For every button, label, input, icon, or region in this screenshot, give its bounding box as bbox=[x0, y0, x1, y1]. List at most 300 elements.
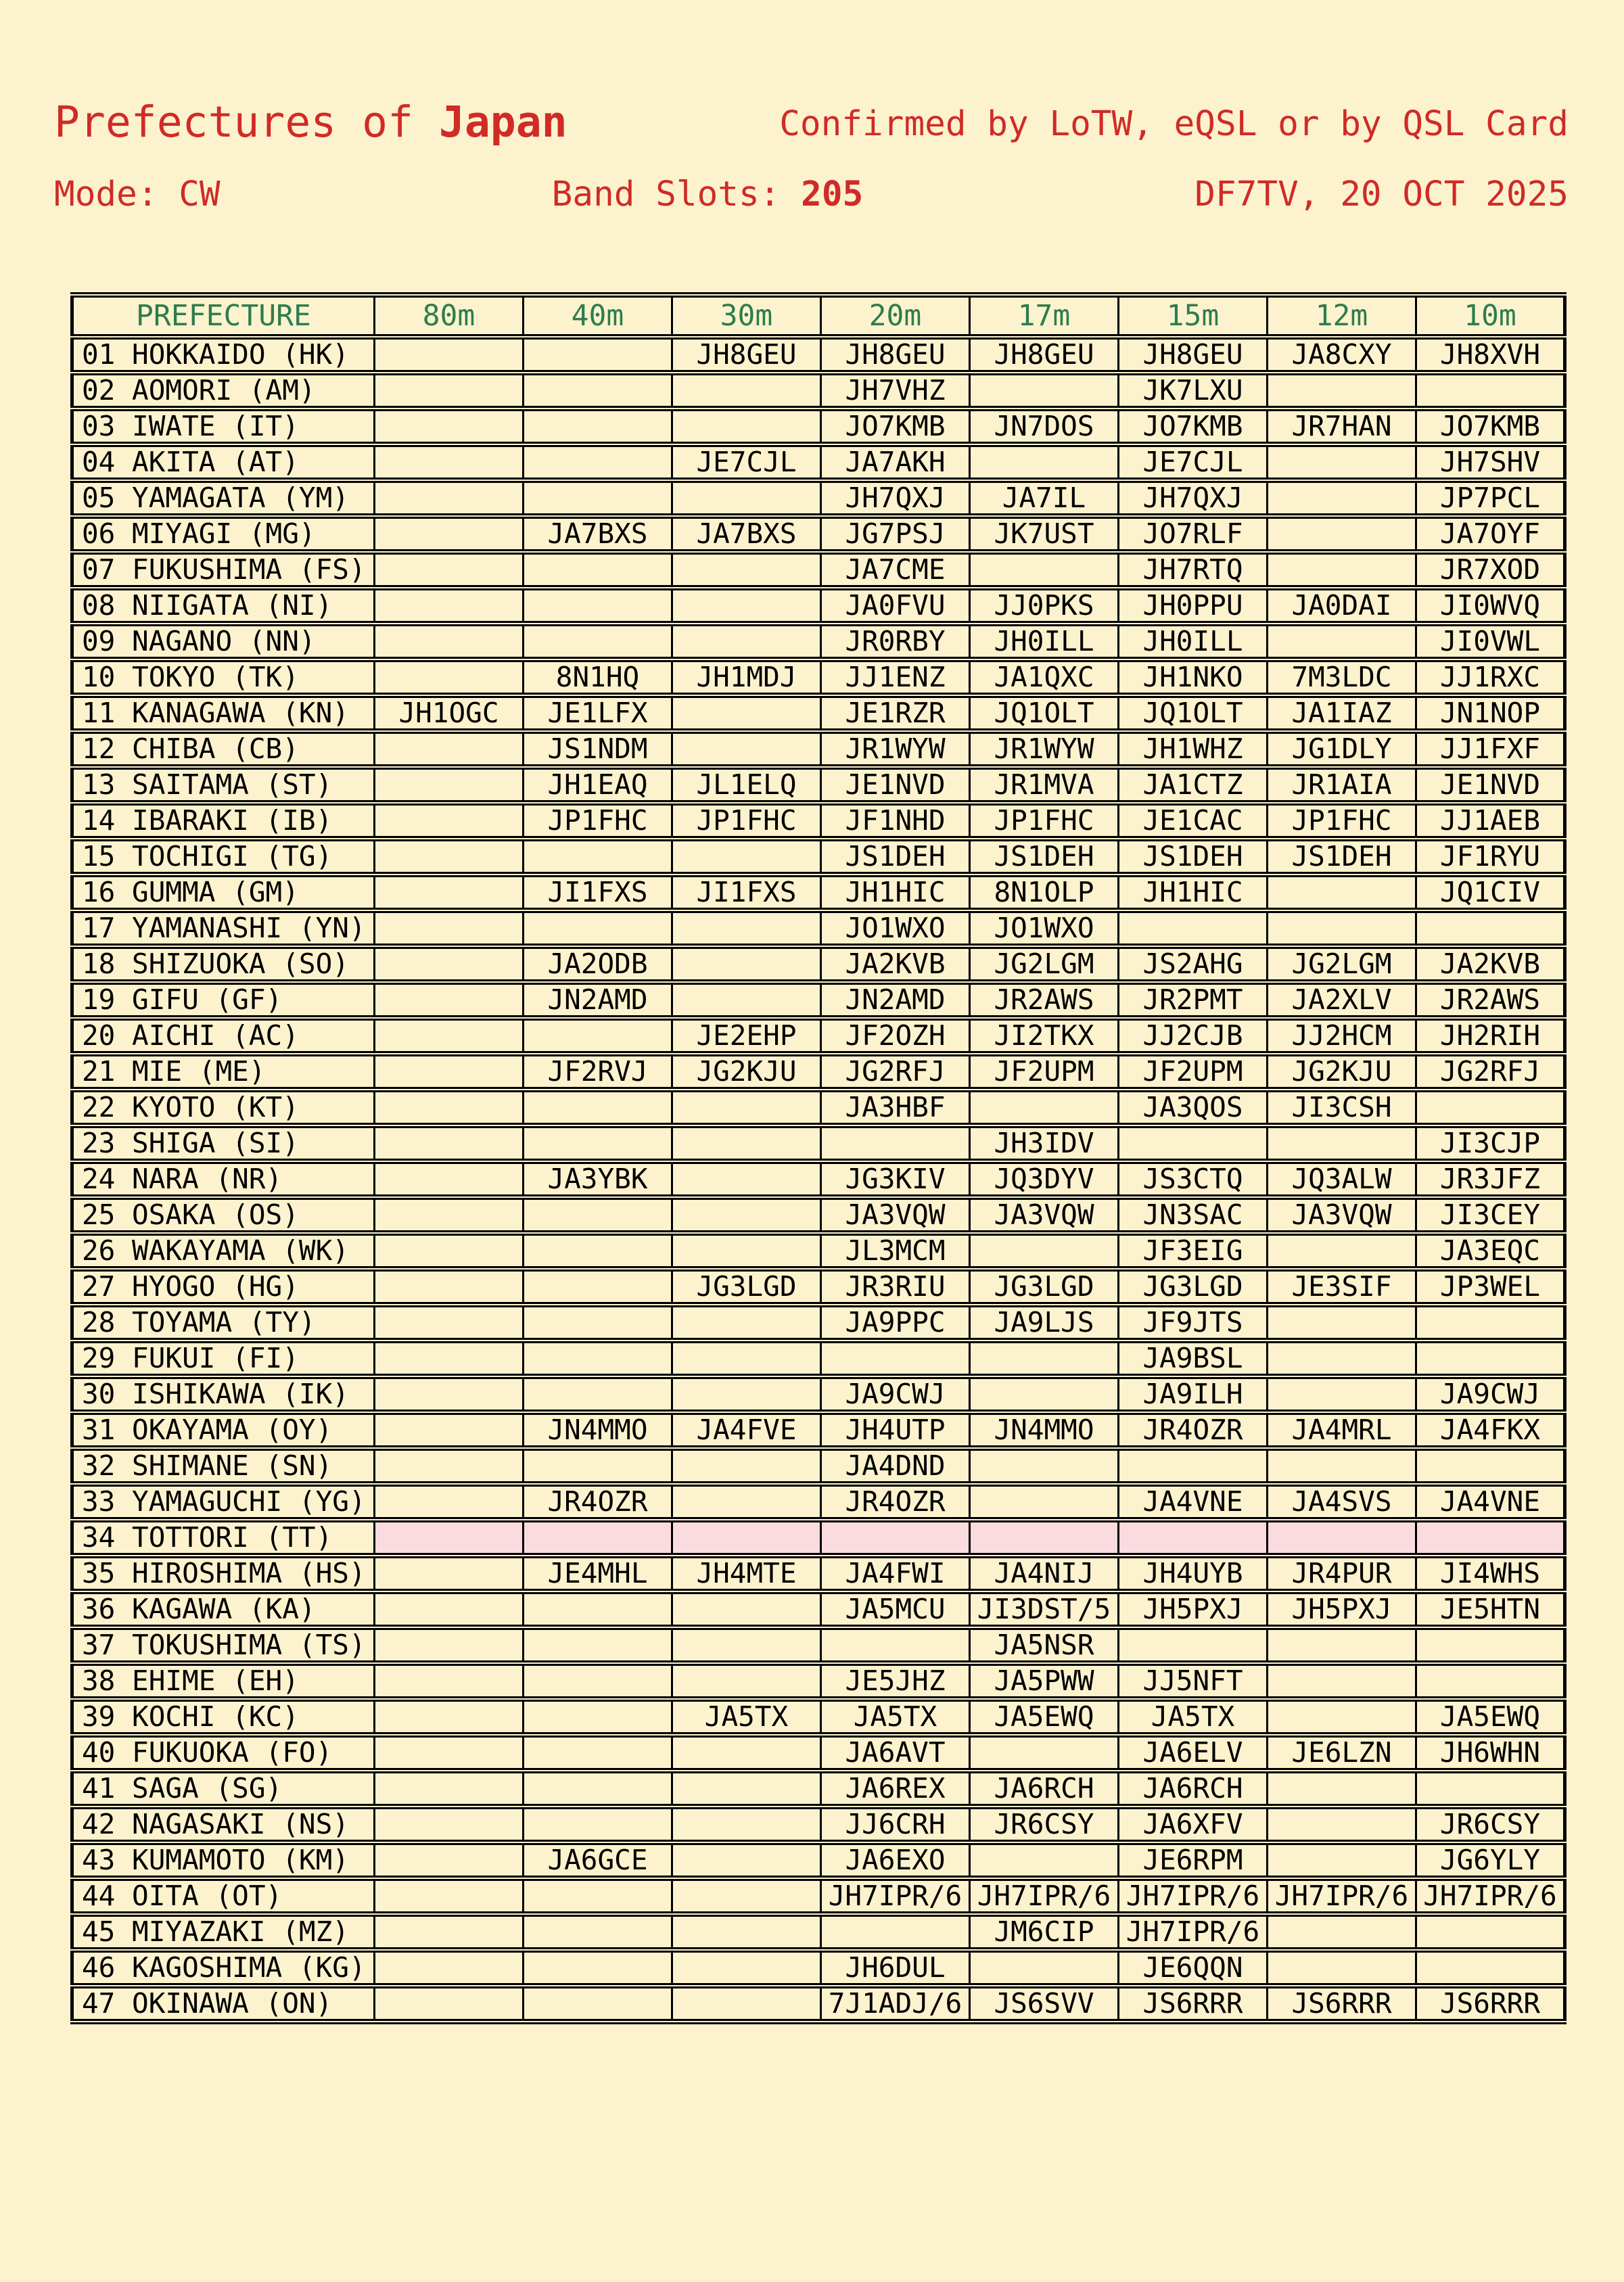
band-cell: JG3KIV bbox=[821, 1161, 970, 1197]
band-cell: JA2ODB bbox=[524, 946, 672, 982]
band-cell bbox=[1119, 1520, 1268, 1556]
prefecture-cell: 08 NIIGATA (NI) bbox=[72, 588, 375, 624]
column-header-band: 15m bbox=[1119, 295, 1268, 337]
band-cell bbox=[375, 1269, 524, 1305]
band-cell bbox=[375, 1484, 524, 1520]
band-cell bbox=[524, 1125, 672, 1161]
band-cell bbox=[375, 1699, 524, 1735]
band-cell bbox=[375, 1627, 524, 1663]
table-row bbox=[72, 1807, 1565, 1842]
band-cell bbox=[672, 480, 821, 516]
band-cell: JR4OZR bbox=[1119, 1412, 1268, 1448]
band-cell bbox=[524, 1018, 672, 1054]
prefecture-cell: 22 KYOTO (KT) bbox=[72, 1090, 375, 1125]
band-cell: JA2XLV bbox=[1268, 982, 1416, 1018]
band-cell bbox=[1268, 1305, 1416, 1341]
band-cell: JE5JHZ bbox=[821, 1663, 970, 1699]
band-cell: JO7KMB bbox=[821, 409, 970, 444]
table-row bbox=[72, 1448, 1565, 1484]
band-cell bbox=[672, 409, 821, 444]
prefecture-cell: 46 KAGOSHIMA (KG) bbox=[72, 1950, 375, 1986]
band-cell bbox=[1416, 1305, 1565, 1341]
band-cell bbox=[524, 1233, 672, 1269]
page-title-bold: Japan bbox=[438, 97, 567, 147]
band-cell: JR3JFZ bbox=[1416, 1161, 1565, 1197]
band-cell: JA5TX bbox=[672, 1699, 821, 1735]
band-cell: JM6CIP bbox=[970, 1914, 1119, 1950]
table-row bbox=[72, 624, 1565, 659]
band-cell: JP1FHC bbox=[970, 803, 1119, 839]
band-cell bbox=[375, 444, 524, 480]
band-slots-text bbox=[552, 174, 864, 214]
band-cell: JJ0PKS bbox=[970, 588, 1119, 624]
table-row bbox=[72, 1161, 1565, 1197]
band-cell bbox=[524, 624, 672, 659]
band-cell: JA3EQC bbox=[1416, 1233, 1565, 1269]
prefecture-cell: 18 SHIZUOKA (SO) bbox=[72, 946, 375, 982]
band-cell: JE1LFX bbox=[524, 695, 672, 731]
table-row bbox=[72, 1125, 1565, 1161]
table-header bbox=[72, 295, 1565, 337]
table-row bbox=[72, 1591, 1565, 1627]
band-cell: JH6DUL bbox=[821, 1950, 970, 1986]
band-cell: JI1FXS bbox=[672, 875, 821, 910]
band-cell: JN4MMO bbox=[970, 1412, 1119, 1448]
band-cell: JG3LGD bbox=[1119, 1269, 1268, 1305]
band-cell: JP1FHC bbox=[524, 803, 672, 839]
band-cell bbox=[970, 373, 1119, 409]
band-cell: JI3CSH bbox=[1268, 1090, 1416, 1125]
prefecture-cell: 13 SAITAMA (ST) bbox=[72, 767, 375, 803]
band-cell bbox=[672, 695, 821, 731]
column-header-band: 80m bbox=[375, 295, 524, 337]
band-cell: JI3DST/5 bbox=[970, 1591, 1119, 1627]
band-cell: JA5EWQ bbox=[1416, 1699, 1565, 1735]
band-cell bbox=[1416, 1914, 1565, 1950]
prefecture-cell: 39 KOCHI (KC) bbox=[72, 1699, 375, 1735]
band-cell: JR6CSY bbox=[1416, 1807, 1565, 1842]
band-cell bbox=[375, 1376, 524, 1412]
band-cell bbox=[524, 1090, 672, 1125]
band-cell bbox=[1416, 1090, 1565, 1125]
band-cell: JR1WYW bbox=[970, 731, 1119, 767]
band-cell bbox=[1268, 516, 1416, 552]
band-cell: JA7AKH bbox=[821, 444, 970, 480]
band-cell: JA6EXO bbox=[821, 1842, 970, 1878]
band-cell bbox=[524, 1591, 672, 1627]
band-cell bbox=[375, 1878, 524, 1914]
band-cell: JJ1ENZ bbox=[821, 659, 970, 695]
band-cell: JJ2HCM bbox=[1268, 1018, 1416, 1054]
column-header-band: 40m bbox=[524, 295, 672, 337]
band-cell: JO1WXO bbox=[821, 910, 970, 946]
table-row bbox=[72, 731, 1565, 767]
band-cell bbox=[1268, 1771, 1416, 1807]
band-cell bbox=[672, 1663, 821, 1699]
band-cell: JQ3ALW bbox=[1268, 1161, 1416, 1197]
band-cell: JP7PCL bbox=[1416, 480, 1565, 516]
band-cell: JP1FHC bbox=[1268, 803, 1416, 839]
band-cell: JS1DEH bbox=[970, 839, 1119, 875]
prefecture-cell: 36 KAGAWA (KA) bbox=[72, 1591, 375, 1627]
band-cell: JA4DND bbox=[821, 1448, 970, 1484]
band-cell: JH2RIH bbox=[1416, 1018, 1565, 1054]
band-cell bbox=[1268, 875, 1416, 910]
table-row bbox=[72, 1627, 1565, 1663]
band-cell: JH4UTP bbox=[821, 1412, 970, 1448]
band-cell bbox=[672, 1771, 821, 1807]
band-cell: JG3LGD bbox=[672, 1269, 821, 1305]
band-cell bbox=[672, 1341, 821, 1376]
band-cell: JG1DLY bbox=[1268, 731, 1416, 767]
band-cell bbox=[1119, 1448, 1268, 1484]
band-cell bbox=[375, 1161, 524, 1197]
band-cell: JQ1OLT bbox=[1119, 695, 1268, 731]
band-cell bbox=[375, 624, 524, 659]
band-cell bbox=[524, 1627, 672, 1663]
band-cell bbox=[375, 373, 524, 409]
band-cell bbox=[970, 1341, 1119, 1376]
prefecture-cell: 11 KANAGAWA (KN) bbox=[72, 695, 375, 731]
band-cell bbox=[1416, 1341, 1565, 1376]
band-cell bbox=[672, 1376, 821, 1412]
band-cell: JA3VQW bbox=[970, 1197, 1119, 1233]
band-cell: JA7IL bbox=[970, 480, 1119, 516]
table-row bbox=[72, 1878, 1565, 1914]
prefecture-cell: 07 FUKUSHIMA (FS) bbox=[72, 552, 375, 588]
prefecture-cell: 06 MIYAGI (MG) bbox=[72, 516, 375, 552]
table-body bbox=[72, 337, 1565, 2022]
band-cell: JG2RFJ bbox=[1416, 1054, 1565, 1090]
band-cell bbox=[524, 409, 672, 444]
band-cell bbox=[375, 1591, 524, 1627]
band-cell bbox=[375, 1986, 524, 2022]
band-cell bbox=[375, 1305, 524, 1341]
table-row bbox=[72, 337, 1565, 373]
table-row bbox=[72, 1305, 1565, 1341]
prefecture-cell: 03 IWATE (IT) bbox=[72, 409, 375, 444]
band-cell: JH7IPR/6 bbox=[821, 1878, 970, 1914]
prefecture-cell: 05 YAMAGATA (YM) bbox=[72, 480, 375, 516]
prefecture-cell: 02 AOMORI (AM) bbox=[72, 373, 375, 409]
prefecture-cell: 45 MIYAZAKI (MZ) bbox=[72, 1914, 375, 1950]
band-cell: JH7VHZ bbox=[821, 373, 970, 409]
band-cell bbox=[375, 1054, 524, 1090]
band-cell: JA4MRL bbox=[1268, 1412, 1416, 1448]
band-cell bbox=[375, 516, 524, 552]
band-cell bbox=[672, 910, 821, 946]
confirmation-note: Confirmed by LoTW, eQSL or by QSL Card bbox=[779, 103, 1569, 144]
band-cell: JA9CWJ bbox=[1416, 1376, 1565, 1412]
band-cell bbox=[1268, 1376, 1416, 1412]
band-cell bbox=[970, 1950, 1119, 1986]
band-cell bbox=[375, 803, 524, 839]
band-cell: JJ1FXF bbox=[1416, 731, 1565, 767]
band-cell bbox=[375, 1448, 524, 1484]
band-cell bbox=[672, 552, 821, 588]
band-cell: JH7IPR/6 bbox=[1416, 1878, 1565, 1914]
band-cell: JO1WXO bbox=[970, 910, 1119, 946]
band-cell bbox=[672, 1627, 821, 1663]
prefecture-cell: 38 EHIME (EH) bbox=[72, 1663, 375, 1699]
band-cell: JA6GCE bbox=[524, 1842, 672, 1878]
band-cell: JG2LGM bbox=[1268, 946, 1416, 982]
band-cell: JG2RFJ bbox=[821, 1054, 970, 1090]
band-cell: JA3VQW bbox=[821, 1197, 970, 1233]
band-cell: JS6SVV bbox=[970, 1986, 1119, 2022]
band-cell bbox=[1416, 373, 1565, 409]
prefecture-cell: 15 TOCHIGI (TG) bbox=[72, 839, 375, 875]
band-cell: JJ6CRH bbox=[821, 1807, 970, 1842]
table-row bbox=[72, 1986, 1565, 2022]
prefecture-cell: 43 KUMAMOTO (KM) bbox=[72, 1842, 375, 1878]
band-cell: JA6REX bbox=[821, 1771, 970, 1807]
prefecture-cell: 47 OKINAWA (ON) bbox=[72, 1986, 375, 2022]
table-row bbox=[72, 1018, 1565, 1054]
prefecture-cell: 44 OITA (OT) bbox=[72, 1878, 375, 1914]
band-cell: JO7KMB bbox=[1119, 409, 1268, 444]
band-cell: JG2KJU bbox=[672, 1054, 821, 1090]
band-cell: JA9PPC bbox=[821, 1305, 970, 1341]
band-cell: JH4UYB bbox=[1119, 1556, 1268, 1591]
prefecture-cell: 41 SAGA (SG) bbox=[72, 1771, 375, 1807]
table-row bbox=[72, 409, 1565, 444]
band-cell: JH7RTQ bbox=[1119, 552, 1268, 588]
band-cell bbox=[375, 1771, 524, 1807]
page-title-regular: Prefectures of bbox=[54, 97, 439, 147]
band-cell: JA8CXY bbox=[1268, 337, 1416, 373]
prefecture-cell: 19 GIFU (GF) bbox=[72, 982, 375, 1018]
band-cell: JO7RLF bbox=[1119, 516, 1268, 552]
prefecture-cell: 28 TOYAMA (TY) bbox=[72, 1305, 375, 1341]
band-cell: JA1IAZ bbox=[1268, 695, 1416, 731]
band-cell: JH3IDV bbox=[970, 1125, 1119, 1161]
band-cell: JA5TX bbox=[821, 1699, 970, 1735]
band-cell: JA0DAI bbox=[1268, 588, 1416, 624]
band-cell: JF2UPM bbox=[1119, 1054, 1268, 1090]
table-row bbox=[72, 1269, 1565, 1305]
table-row bbox=[72, 946, 1565, 982]
band-cell bbox=[672, 1125, 821, 1161]
band-cell bbox=[1119, 1125, 1268, 1161]
prefecture-cell: 35 HIROSHIMA (HS) bbox=[72, 1556, 375, 1591]
band-cell bbox=[375, 1197, 524, 1233]
band-cell bbox=[1416, 1771, 1565, 1807]
column-header-band: 17m bbox=[970, 295, 1119, 337]
band-cell bbox=[1268, 1627, 1416, 1663]
table-row bbox=[72, 1376, 1565, 1412]
band-cell: JH6WHN bbox=[1416, 1735, 1565, 1771]
band-cell: JA2KVB bbox=[1416, 946, 1565, 982]
band-cell: JH1MDJ bbox=[672, 659, 821, 695]
prefecture-band-table bbox=[70, 292, 1567, 2024]
band-cell bbox=[970, 1448, 1119, 1484]
table-row bbox=[72, 659, 1565, 695]
band-cell: JE6LZN bbox=[1268, 1735, 1416, 1771]
band-cell bbox=[524, 839, 672, 875]
band-cell bbox=[375, 1950, 524, 1986]
band-cell bbox=[672, 1914, 821, 1950]
band-cell bbox=[672, 1807, 821, 1842]
band-cell bbox=[821, 1914, 970, 1950]
titlebar bbox=[54, 99, 1569, 145]
band-cell bbox=[524, 1376, 672, 1412]
band-cell: JA1CTZ bbox=[1119, 767, 1268, 803]
band-cell bbox=[375, 875, 524, 910]
table-row bbox=[72, 1842, 1565, 1878]
band-cell: JA4FWI bbox=[821, 1556, 970, 1591]
band-cell: JF2UPM bbox=[970, 1054, 1119, 1090]
band-cell: JI2TKX bbox=[970, 1018, 1119, 1054]
band-cell: JI3CEY bbox=[1416, 1197, 1565, 1233]
band-cell: JH1NKO bbox=[1119, 659, 1268, 695]
band-cell: JL1ELQ bbox=[672, 767, 821, 803]
band-cell bbox=[524, 1950, 672, 1986]
band-cell bbox=[672, 982, 821, 1018]
band-cell bbox=[1416, 1520, 1565, 1556]
band-cell bbox=[1416, 1627, 1565, 1663]
band-cell bbox=[524, 588, 672, 624]
band-cell: JH7IPR/6 bbox=[1119, 1914, 1268, 1950]
band-cell: JJ5NFT bbox=[1119, 1663, 1268, 1699]
column-header-prefecture: PREFECTURE bbox=[72, 295, 375, 337]
band-cell: JE5HTN bbox=[1416, 1591, 1565, 1627]
band-cell: JA3YBK bbox=[524, 1161, 672, 1197]
band-cell bbox=[672, 1305, 821, 1341]
table-row bbox=[72, 1484, 1565, 1520]
band-cell bbox=[1268, 1520, 1416, 1556]
band-cell: JK7LXU bbox=[1119, 373, 1268, 409]
band-cell bbox=[1268, 624, 1416, 659]
band-cell: JH7IPR/6 bbox=[1268, 1878, 1416, 1914]
band-cell bbox=[524, 1914, 672, 1950]
band-cell bbox=[672, 624, 821, 659]
band-slots-label: Band Slots: bbox=[551, 174, 802, 214]
band-cell: JQ1OLT bbox=[970, 695, 1119, 731]
band-cell bbox=[672, 1842, 821, 1878]
table-row bbox=[72, 1663, 1565, 1699]
band-cell: JA6RCH bbox=[970, 1771, 1119, 1807]
table-row bbox=[72, 1556, 1565, 1591]
band-cell: JA7BXS bbox=[524, 516, 672, 552]
band-cell: JG3LGD bbox=[970, 1269, 1119, 1305]
band-cell: JA3HBF bbox=[821, 1090, 970, 1125]
band-cell: JN2AMD bbox=[524, 982, 672, 1018]
band-cell: JS1DEH bbox=[821, 839, 970, 875]
band-cell: JG7PSJ bbox=[821, 516, 970, 552]
table-row bbox=[72, 1735, 1565, 1771]
band-cell: JP1FHC bbox=[672, 803, 821, 839]
prefecture-cell: 29 FUKUI (FI) bbox=[72, 1341, 375, 1376]
band-cell: JE1NVD bbox=[821, 767, 970, 803]
band-cell: JR1MVA bbox=[970, 767, 1119, 803]
band-cell: JA0FVU bbox=[821, 588, 970, 624]
band-cell bbox=[1268, 1448, 1416, 1484]
band-cell: JN4MMO bbox=[524, 1412, 672, 1448]
band-cell bbox=[672, 1090, 821, 1125]
mode-text: Mode: CW bbox=[54, 174, 221, 214]
band-cell bbox=[1268, 1950, 1416, 1986]
band-cell bbox=[1268, 1807, 1416, 1842]
band-cell: JR2AWS bbox=[1416, 982, 1565, 1018]
band-cell bbox=[375, 1735, 524, 1771]
band-cell: JA5EWQ bbox=[970, 1699, 1119, 1735]
table-row bbox=[72, 875, 1565, 910]
band-slots-value: 205 bbox=[801, 174, 864, 214]
prefecture-cell: 24 NARA (NR) bbox=[72, 1161, 375, 1197]
band-cell bbox=[524, 1807, 672, 1842]
band-cell: JS6RRR bbox=[1268, 1986, 1416, 2022]
band-cell bbox=[1268, 1341, 1416, 1376]
band-cell bbox=[672, 731, 821, 767]
band-cell bbox=[375, 409, 524, 444]
band-cell: JE6RPM bbox=[1119, 1842, 1268, 1878]
band-cell: JS2AHG bbox=[1119, 946, 1268, 982]
band-cell bbox=[672, 946, 821, 982]
column-header-band: 12m bbox=[1268, 295, 1416, 337]
band-cell: JA5NSR bbox=[970, 1627, 1119, 1663]
band-cell: JI1FXS bbox=[524, 875, 672, 910]
prefecture-cell: 10 TOKYO (TK) bbox=[72, 659, 375, 695]
prefecture-cell: 30 ISHIKAWA (IK) bbox=[72, 1376, 375, 1412]
prefecture-cell: 37 TOKUSHIMA (TS) bbox=[72, 1627, 375, 1663]
band-cell bbox=[1268, 444, 1416, 480]
band-cell bbox=[970, 1233, 1119, 1269]
band-cell: JR4PUR bbox=[1268, 1556, 1416, 1591]
band-cell bbox=[672, 1591, 821, 1627]
band-cell: JA4SVS bbox=[1268, 1484, 1416, 1520]
band-cell: JA5TX bbox=[1119, 1699, 1268, 1735]
band-cell: JA1QXC bbox=[970, 659, 1119, 695]
table-row bbox=[72, 1341, 1565, 1376]
band-cell: JH8GEU bbox=[1119, 337, 1268, 373]
band-cell bbox=[970, 1376, 1119, 1412]
prefecture-cell: 32 SHIMANE (SN) bbox=[72, 1448, 375, 1484]
band-cell bbox=[375, 1663, 524, 1699]
band-cell bbox=[524, 1771, 672, 1807]
band-cell bbox=[375, 910, 524, 946]
band-cell: JE1RZR bbox=[821, 695, 970, 731]
band-cell: JE7CJL bbox=[672, 444, 821, 480]
band-cell bbox=[672, 1197, 821, 1233]
band-cell bbox=[970, 1090, 1119, 1125]
band-cell: JN7DOS bbox=[970, 409, 1119, 444]
band-cell: JE7CJL bbox=[1119, 444, 1268, 480]
band-cell bbox=[375, 659, 524, 695]
band-cell: JA4NIJ bbox=[970, 1556, 1119, 1591]
prefecture-cell: 04 AKITA (AT) bbox=[72, 444, 375, 480]
table-row bbox=[72, 373, 1565, 409]
band-cell: JG6YLY bbox=[1416, 1842, 1565, 1878]
band-cell: JL3MCM bbox=[821, 1233, 970, 1269]
prefecture-cell: 16 GUMMA (GM) bbox=[72, 875, 375, 910]
band-cell: JJ1AEB bbox=[1416, 803, 1565, 839]
band-cell bbox=[1416, 910, 1565, 946]
band-cell: JE3SIF bbox=[1268, 1269, 1416, 1305]
band-cell bbox=[375, 480, 524, 516]
band-cell bbox=[524, 1448, 672, 1484]
band-cell bbox=[524, 1986, 672, 2022]
band-cell: JH1WHZ bbox=[1119, 731, 1268, 767]
band-cell bbox=[672, 1484, 821, 1520]
column-header-band: 10m bbox=[1416, 295, 1565, 337]
band-cell: JN2AMD bbox=[821, 982, 970, 1018]
band-cell: JP3WEL bbox=[1416, 1269, 1565, 1305]
band-cell: JE2EHP bbox=[672, 1018, 821, 1054]
prefecture-cell: 20 AICHI (AC) bbox=[72, 1018, 375, 1054]
band-cell bbox=[1268, 480, 1416, 516]
band-cell: JA5MCU bbox=[821, 1591, 970, 1627]
